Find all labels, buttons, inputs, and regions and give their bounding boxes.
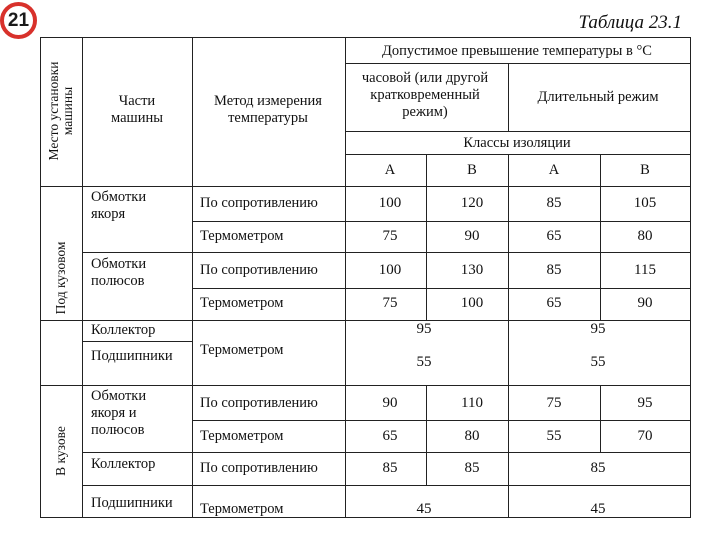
- part-name: Обмотки якоря и полюсов: [91, 388, 147, 438]
- value-cell: 120: [460, 195, 484, 211]
- class-header: A: [548, 162, 560, 178]
- method-cell: Термометром: [200, 295, 284, 311]
- part-name: Обмотки якоря: [91, 189, 147, 222]
- table-caption: Таблица 23.1: [578, 12, 682, 33]
- value-cell: 100: [378, 262, 402, 278]
- group-label-under-body: Под кузовом: [53, 241, 68, 315]
- mount-place-header: Место установки машины: [46, 61, 75, 161]
- value-cell: 45: [416, 501, 432, 517]
- value-cell: 100: [460, 295, 484, 311]
- parts-header: Части машины: [111, 93, 163, 126]
- value-cell: 90: [637, 295, 653, 311]
- part-name: Подшипники: [91, 495, 173, 511]
- slide-number-badge: 21: [0, 2, 37, 39]
- short-mode-header: часовой (или другой кратковременный режим): [361, 70, 489, 120]
- value-cell: 80: [464, 428, 480, 444]
- value-cell: 90: [382, 395, 398, 411]
- method-cell: По сопротивлению: [200, 395, 318, 411]
- long-mode-header: Длительный режим: [537, 89, 659, 105]
- value-cell: 55: [416, 354, 432, 370]
- value-cell: 70: [637, 428, 653, 444]
- method-cell: Термометром: [200, 428, 284, 444]
- value-cell: 95: [590, 321, 606, 337]
- value-cell: 65: [546, 295, 562, 311]
- value-cell: 130: [460, 262, 484, 278]
- value-cell: 100: [378, 195, 402, 211]
- method-cell: По сопротивлению: [200, 460, 318, 476]
- value-cell: 85: [546, 262, 562, 278]
- method-header: Метод измерения температуры: [214, 93, 322, 126]
- value-cell: 80: [637, 228, 653, 244]
- class-header: B: [467, 162, 477, 178]
- value-cell: 95: [416, 321, 432, 337]
- value-cell: 75: [382, 228, 398, 244]
- value-cell: 85: [382, 460, 398, 476]
- method-cell: Термометром: [200, 342, 284, 358]
- insulation-classes-header: Классы изоляции: [463, 135, 571, 151]
- part-name: Коллектор: [91, 456, 156, 472]
- class-header: B: [640, 162, 650, 178]
- value-cell: 90: [464, 228, 480, 244]
- value-cell: 85: [464, 460, 480, 476]
- value-cell: 75: [546, 395, 562, 411]
- value-cell: 55: [590, 354, 606, 370]
- method-cell: Термометром: [200, 501, 284, 517]
- value-cell: 115: [634, 262, 656, 278]
- value-cell: 75: [382, 295, 398, 311]
- method-cell: Термометром: [200, 228, 284, 244]
- value-cell: 55: [546, 428, 562, 444]
- part-name: Коллектор: [91, 322, 156, 338]
- value-cell: 85: [590, 460, 606, 476]
- value-cell: 45: [590, 501, 606, 517]
- method-cell: По сопротивлению: [200, 262, 318, 278]
- value-cell: 95: [637, 395, 653, 411]
- method-cell: По сопротивлению: [200, 195, 318, 211]
- value-cell: 105: [633, 195, 657, 211]
- value-cell: 65: [382, 428, 398, 444]
- value-cell: 65: [546, 228, 562, 244]
- value-cell: 85: [546, 195, 562, 211]
- part-name: Подшипники: [91, 348, 173, 364]
- group-label-in-body: В кузове: [53, 426, 68, 476]
- value-cell: 110: [461, 395, 483, 411]
- allowed-excess-header: Допустимое превышение температуры в °С: [382, 43, 652, 59]
- class-header: A: [384, 162, 396, 178]
- part-name: Обмотки полюсов: [91, 256, 147, 289]
